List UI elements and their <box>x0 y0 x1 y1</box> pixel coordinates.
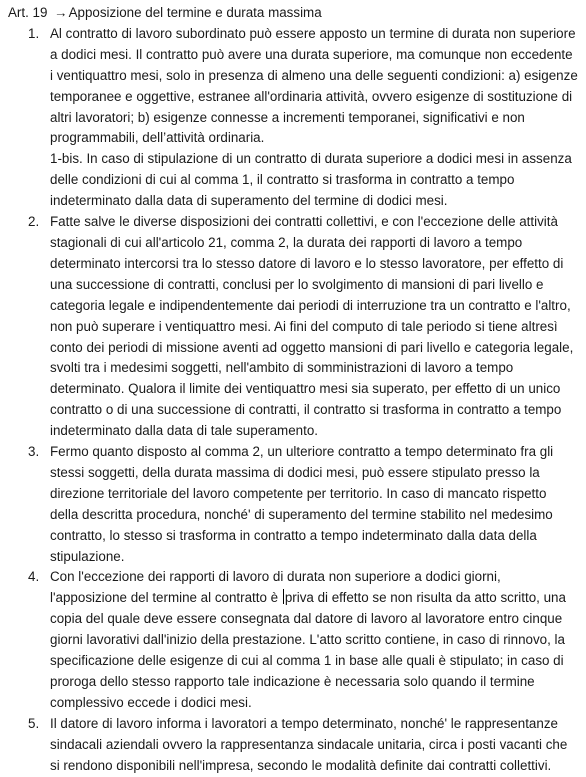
comma-number: 4. <box>28 569 40 585</box>
comma-text-before-cursor: Con l'eccezione dei rapporti di lavoro di durata non superiore a dodici giorni, l'apposizione del termine al contratto è <box>50 569 501 606</box>
arrow-icon: → <box>54 5 68 20</box>
comma-number: 1. <box>28 25 40 41</box>
comma-text[interactable] <box>50 567 578 713</box>
comma-number: 5. <box>28 715 40 731</box>
text-cursor <box>283 589 284 604</box>
comma-text: Al contratto di lavoro subordinato può essere apposto un termine di durata non superiore a dodici mesi. Il contratto può avere una durata superiore, ma comunque non eccedente i ventiquattro mesi, solo in presenza di almeno una delle seguenti condizioni: a) esigenze temporanee e oggettive, estranee all'ordinaria attività, ovvero esigenze di sostituzione di altri lavoratori; b) esigenze connesse a incrementi temporanei, significativi e non programmabili, dell’attività ordinaria. <box>50 25 578 146</box>
article-title: Apposizione del termine e durata massima <box>68 5 322 20</box>
document-page <box>8 3 578 777</box>
comma-text-after-cursor: priva di effetto se non risulta da atto scritto, una copia del quale deve essere consegnata dal datore di lavoro al lavoratore entro cinque giorni lavorativi dall'inizio della prestazione. L'atto scritto contiene, in caso di rinnovo, la specificazione delle esigenze di cui al comma 1 in base alle quali è stipulato; in caso di proroga dello stesso rapporto tale indicazione è necessaria solo quando il termine complessivo eccede i dodici mesi. <box>50 590 566 710</box>
comma-item-3 <box>8 442 578 567</box>
comma-text: Fermo quanto disposto al comma 2, un ulteriore contratto a tempo determinato fra gli stessi soggetti, della durata massima di dodici mesi, può essere stipulato presso la direzione territoriale del lavoro competente per territorio. In caso di mancato rispetto della descritta procedura, nonché' di superamento del termine stabilito nel medesimo contratto, lo stesso si trasforma in contratto a tempo indeterminato dalla data della stipulazione. <box>50 444 554 564</box>
comma-item-5 <box>8 714 578 777</box>
comma-text: Il datore di lavoro informa i lavoratori a tempo determinato, nonché' le rappresentanze sindacali aziendali ovvero la rappresentanza sindacale unitaria, circa i posti vacanti che si rendono disponibili nell'impresa, secondo le modalità definite dai contratti collettivi. <box>50 715 568 773</box>
comma-number: 2. <box>28 214 40 230</box>
comma-item-4 <box>8 567 578 713</box>
comma-item-1 <box>8 24 578 212</box>
comma-item-2 <box>8 212 578 442</box>
comma-number: 3. <box>28 444 40 460</box>
article-number: Art. 19 <box>8 5 48 20</box>
comma-1-bis-text: 1-bis. In caso di stipulazione di un contratto di durata superiore a dodici mesi in assenza delle condizioni di cui al comma 1, il contratto si trasforma in contratto a tempo indeterminato dalla data di superamento del termine di dodici mesi. <box>50 151 572 209</box>
comma-text: Fatte salve le diverse disposizioni dei contratti collettivi, e con l'eccezione delle attività stagionali di cui all'articolo 21, comma 2, la durata dei rapporti di lavoro a tempo determinato intercorsi tra lo stesso datore di lavoro e lo stesso lavoratore, per effetto di una successione di contratti, conclusi per lo svolgimento di mansioni di pari livello e categoria legale e indipendentemente dai periodi di interruzione tra un contratto e l'altro, non può superare i ventiquattro mesi. Ai fini del computo di tale periodo si tiene altresì conto dei periodi di missione aventi ad oggetto mansioni di pari livello e categoria legale, svolti tra i medesimi soggetti, nell'ambito di somministrazioni di lavoro a tempo determinato. Qualora il limite dei ventiquattro mesi sia superato, per effetto di un unico contratto o di una successione di contratti, il contratto si trasforma in contratto a tempo indeterminato dalla data di tale superamento. <box>50 214 574 439</box>
comma-list <box>8 24 578 777</box>
article-heading <box>8 3 578 24</box>
